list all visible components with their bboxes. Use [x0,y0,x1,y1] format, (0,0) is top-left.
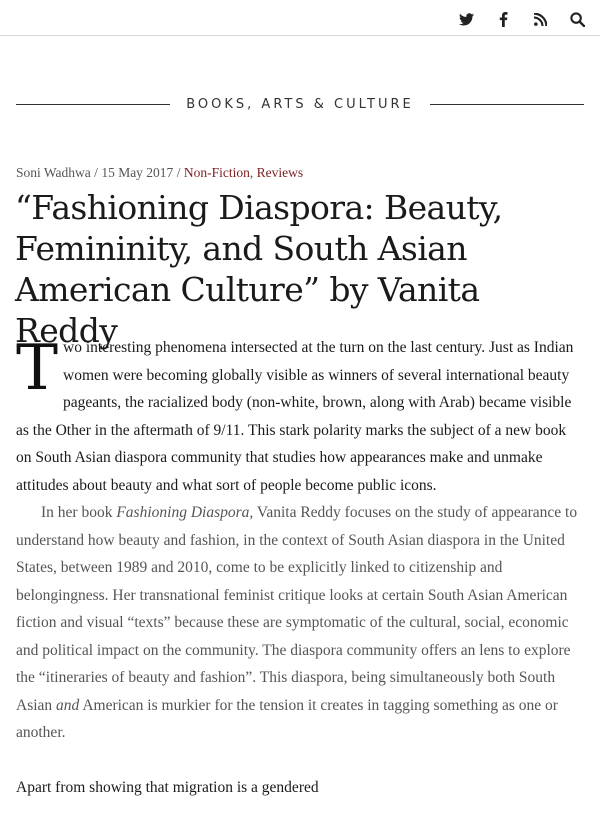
paragraph-2-text-a: In her book [41,504,117,521]
book-title-italic: Fashioning Diaspora, [116,504,254,521]
article-title: “Fashioning Diaspora: Beauty, Femininity, and South Asian American Culture” by Vanita Reddy [15,188,503,350]
facebook-icon-glyph [499,12,508,27]
paragraph-1-text: wo interesting phenomena intersected at the turn on the last century. Just as Indian women were becoming globally visible as winners of several international beauty pageants, the racialized body (non-white, brown, along with Arab) became visible as the Other in the aftermath of 9/11. This stark polarity marks the subject of a new book on South Asian diaspora community that studies how appearances make and unmake attitudes about beauty and what sort of people become public icons. [16,339,574,494]
section-rule-right [430,104,584,105]
search-icon[interactable] [568,10,586,28]
twitter-icon-glyph [459,13,474,26]
category-link-reviews[interactable]: Reviews [256,165,304,180]
rss-icon-glyph [534,13,547,26]
section-rule-left [16,104,170,105]
rss-icon[interactable] [531,10,549,28]
paragraph-2 [16,499,584,747]
social-icons [457,10,586,28]
paragraph-2-text-b: Vanita Reddy focuses on the study of appearance to understand how beauty and fashion, in the context of South Asian diaspora in the United States, between 1989 and 2010, come to be explicitly linked to citizenship and belongingness. Her transnational feminist critique looks at certain South Asian American fiction and visual “texts” because these are symptomatic of the cultural, social, economic and political impact on the community. The diaspora community offers an lens to explore the “itineraries of beauty and fashion”. This diaspora, being simultaneously both South Asian [16,504,578,714]
paragraph-3: Apart from showing that migration is a gendered [16,778,319,796]
article-body [16,331,584,801]
section-header [16,92,584,116]
article-meta [16,165,303,181]
publish-date: 15 May 2017 [101,165,174,180]
emphasis-and: and [56,696,80,714]
meta-separator: / [173,165,184,180]
paragraph-1 [16,331,584,499]
category-link-non-fiction[interactable]: Non-Fiction [183,165,250,180]
paragraph-2-text-c: American is murkier for the tension it creates in tagging something as one or another. [16,696,558,741]
facebook-icon[interactable] [494,10,512,28]
top-bar [0,0,600,36]
category-separator: , [249,165,257,180]
drop-cap: T [16,331,59,404]
twitter-icon[interactable] [457,10,475,28]
author-name[interactable]: Soni Wadhwa [16,165,91,180]
section-label[interactable]: BOOKS, ARTS & CULTURE [186,96,414,112]
meta-separator: / [90,165,102,180]
search-icon-glyph [570,12,585,27]
